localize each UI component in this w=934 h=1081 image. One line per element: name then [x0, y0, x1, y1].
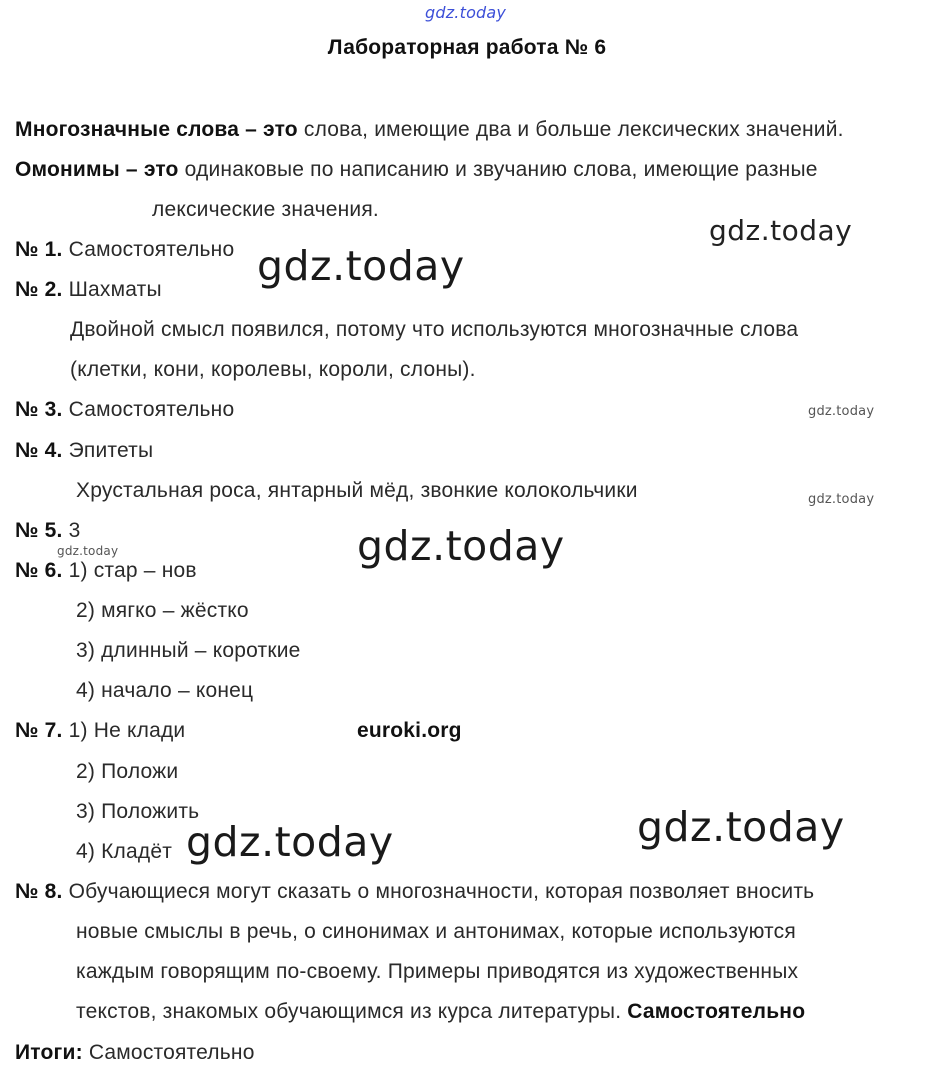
task-number: № 6. [15, 559, 63, 582]
definition-homonyms-cont: лексические значения. [152, 198, 379, 221]
paragraph-text: текстов, знакомых обучающимся из курса литературы. [76, 1000, 628, 1023]
list-item: 2) мягко – жёстко [76, 599, 249, 622]
task-1 [15, 237, 234, 263]
watermark: gdz.today [357, 522, 565, 570]
list-item: 4) начало – конец [76, 679, 254, 702]
task-2 [15, 277, 162, 303]
definition-polysemous [15, 117, 844, 143]
site-label: euroki.org [357, 719, 462, 742]
paragraph-line-last [76, 999, 805, 1025]
definition-term: Омонимы – это [15, 158, 179, 181]
list-item: 3) длинный – короткие [76, 639, 301, 662]
task-8 [15, 879, 814, 905]
list-item: 2) Положи [76, 760, 179, 783]
watermark: gdz.today [257, 242, 465, 290]
watermark: gdz.today [808, 404, 875, 419]
paragraph-line: каждым говорящим по-своему. Примеры приводятся из художественных [76, 960, 799, 983]
task-number: № 2. [15, 278, 63, 301]
task-answer: Шахматы [62, 278, 162, 301]
paragraph-line: новые смыслы в речь, о синонимах и антонимах, которые используются [76, 920, 796, 943]
task-number: № 4. [15, 439, 63, 462]
task-6 [15, 558, 197, 584]
watermark: gdz.today [808, 492, 875, 507]
page-title: Лабораторная работа № 6 [327, 36, 607, 59]
watermark: gdz.today [57, 544, 119, 558]
task-answer: Самостоятельно [62, 238, 235, 261]
task-2-explanation-cont: (клетки, кони, королевы, короли, слоны). [70, 358, 476, 381]
task-answer-bold: Самостоятельно [627, 1000, 806, 1023]
task-4 [15, 438, 153, 464]
task-number: № 3. [15, 398, 63, 421]
definition-text: слова, имеющие два и больше лексических значений. [297, 118, 844, 141]
watermark: gdz.today [709, 214, 853, 247]
task-answer: Самостоятельно [62, 398, 235, 421]
definition-homonyms [15, 157, 818, 183]
task-5 [15, 518, 80, 544]
task-3 [15, 397, 234, 423]
summary [15, 1040, 255, 1066]
definition-text: одинаковые по написанию и звучанию слова, имеющие разные [178, 158, 818, 181]
summary-text: Самостоятельно [82, 1041, 255, 1064]
list-item: 1) Не клади [68, 719, 186, 742]
task-number: № 5. [15, 519, 63, 542]
watermark: gdz.today [637, 803, 845, 851]
task-number: № 8. [15, 880, 63, 903]
task-number: № 7. [15, 719, 63, 742]
list-item: 1) стар – нов [68, 559, 197, 582]
task-number: № 1. [15, 238, 63, 261]
task-answer: 3 [62, 519, 81, 542]
list-item: 4) Кладёт [76, 840, 173, 863]
task-7 [15, 718, 185, 744]
task-answer: Эпитеты [62, 439, 154, 462]
list-item: 3) Положить [76, 800, 200, 823]
task-2-explanation: Двойной смысл появился, потому что используются многозначные слова [70, 318, 799, 341]
paragraph-line: Обучающиеся могут сказать о многозначности, которая позволяет вносить [68, 880, 815, 903]
watermark: gdz.today [186, 818, 394, 866]
summary-label: Итоги: [15, 1041, 83, 1064]
watermark-top: gdz.today [425, 3, 507, 22]
definition-term: Многозначные слова – это [15, 118, 298, 141]
task-4-examples: Хрустальная роса, янтарный мёд, звонкие колокольчики [76, 479, 638, 502]
